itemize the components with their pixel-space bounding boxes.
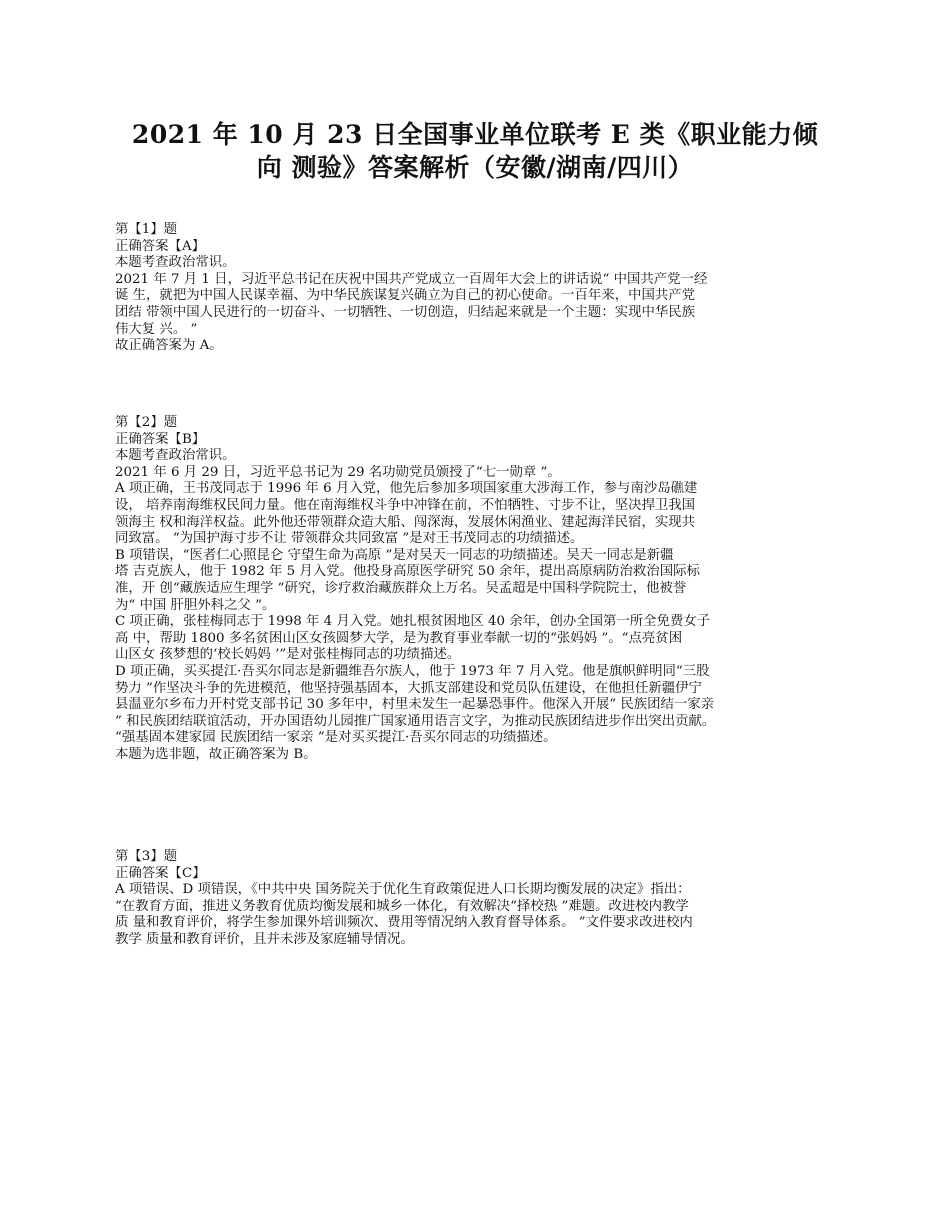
text-line: 领海主 权和海洋权益。此外他还带领群众造大船、闯深海，发展休闲渔业、建起海洋民宿，实现共 xyxy=(115,514,696,530)
text-line: 县温亚尔乡布力开村党支部书记 30 多年中，村里未发生一起暴恐事件。他深入开展“ 民族团结一家亲 xyxy=(115,697,715,713)
text-line: 本题为选非题，故正确答案为 B。 xyxy=(115,746,317,762)
text-line: 2021 年 7 月 1 日，习近平总书记在庆祝中国共产党成立一百周年大会上的讲话说“ 中国共产党一经 xyxy=(115,271,708,287)
text-line: A 项错误、D 项错误，《中共中央 国务院关于优化生育政策促进人口长期均衡发展的决定》指出： xyxy=(115,882,691,898)
answer-line: 正确答案【A】 xyxy=(115,238,206,254)
text-line: A 项正确，王书茂同志于 1996 年 6 月入党，他先后参加多项国家重大涉海工作，参与南沙岛礁建 xyxy=(115,481,698,497)
text-line: 2021 年 6 月 29 日，习近平总书记为 29 名功勋党员颁授了“七一勋章 ”。 xyxy=(115,464,561,480)
question-3 xyxy=(115,849,855,949)
text-line: 同致富。 “为国护海寸步不让 带领群众共同致富 ”是对王书茂同志的功绩描述。 xyxy=(115,531,584,547)
text-line: “在教育方面，推进义务教育优质均衡发展和城乡一体化，有效解决“择校热 ”难题。改进校内教学 xyxy=(115,898,689,914)
text-line: 伟大复 兴。 ” xyxy=(115,321,198,337)
text-line: ” 和民族团结联谊活动，开办国语幼儿园推广国家通用语言文字，为推动民族团结进步作出突出贡献。 xyxy=(115,713,716,729)
text-line: 势力 ”作坚决斗争的先进模范，他坚持强基固本，大抓支部建设和党员队伍建设，在他担任新疆伊宁 xyxy=(115,680,702,696)
text-line: 准，开 创“藏族适应生理学 ”研究，诊疗救治藏族群众上万名。吴孟超是中国科学院院士，他被誉 xyxy=(115,580,687,596)
text-line: 团结 带领中国人民进行的一切奋斗、一切牺牲、一切创造，归结起来就是一个主题：实现中华民族 xyxy=(115,304,696,320)
text-line: 诞 生，就把为中国人民谋幸福、为中华民族谋复兴确立为自己的初心使命。一百年来，中国共产党 xyxy=(115,288,696,304)
text-line: 本题考查政治常识。 xyxy=(115,255,236,271)
text-line: B 项错误，“医者仁心照昆仑 守望生命为高原 ”是对吴天一同志的功绩描述。吴天一同志是新疆 xyxy=(115,547,674,563)
question-heading: 第【3】题 xyxy=(115,849,178,864)
title-line-1: 2021 年 10 月 23 日全国事业单位联考 E 类《职业能力倾 xyxy=(131,120,819,149)
answer-line: 正确答案【C】 xyxy=(115,865,206,881)
text-line: 故正确答案为 A。 xyxy=(115,338,223,354)
question-heading: 第【2】题 xyxy=(115,415,178,430)
text-line: 设， 培养南海维权民间力量。他在南海维权斗争中冲锋在前，不怕牺牲、寸步不让，坚决捍卫我国 xyxy=(115,497,696,513)
answer-line: 正确答案【B】 xyxy=(115,431,206,447)
document-title xyxy=(80,118,870,184)
text-line: “强基固本建家园 民族团结一家亲 ”是对买买提江·吾买尔同志的功绩描述。 xyxy=(115,730,557,746)
text-line: 为“ 中国 肝胆外科之父 ”。 xyxy=(115,597,276,613)
text-line: 塔 吉克族人，他于 1982 年 5 月入党。他投身高原医学研究 50 余年，提出高原病防治救治国际标 xyxy=(115,564,700,580)
question-1 xyxy=(115,222,855,355)
text-line: D 项正确，买买提江·吾买尔同志是新疆维吾尔族人，他于 1973 年 7 月入党。他是旗帜鲜明同“三股 xyxy=(115,663,710,679)
text-line: 本题考查政治常识。 xyxy=(115,448,236,464)
title-line-2: 向 测验》答案解析（安徽/湖南/四川） xyxy=(256,153,694,182)
question-heading: 第【1】题 xyxy=(115,222,178,237)
text-line: C 项正确，张桂梅同志于 1998 年 4 月入党。她扎根贫困地区 40 余年，创办全国第一所全免费女子 xyxy=(115,614,711,630)
text-line: 高 中，帮助 1800 多名贫困山区女孩圆梦大学，是为教育事业奉献一切的“张妈妈 ”。“点亮贫困 xyxy=(115,630,683,646)
text-line: 山区女 孩梦想的‘校长妈妈 ’”是对张桂梅同志的功绩描述。 xyxy=(115,647,461,663)
question-2 xyxy=(115,415,855,763)
text-line: 质 量和教育评价，将学生参加课外培训频次、费用等情况纳入教育督导体系。 ”文件要求改进校内 xyxy=(115,915,693,931)
text-line: 教学 质量和教育评价，且并未涉及家庭辅导情况。 xyxy=(115,931,414,947)
